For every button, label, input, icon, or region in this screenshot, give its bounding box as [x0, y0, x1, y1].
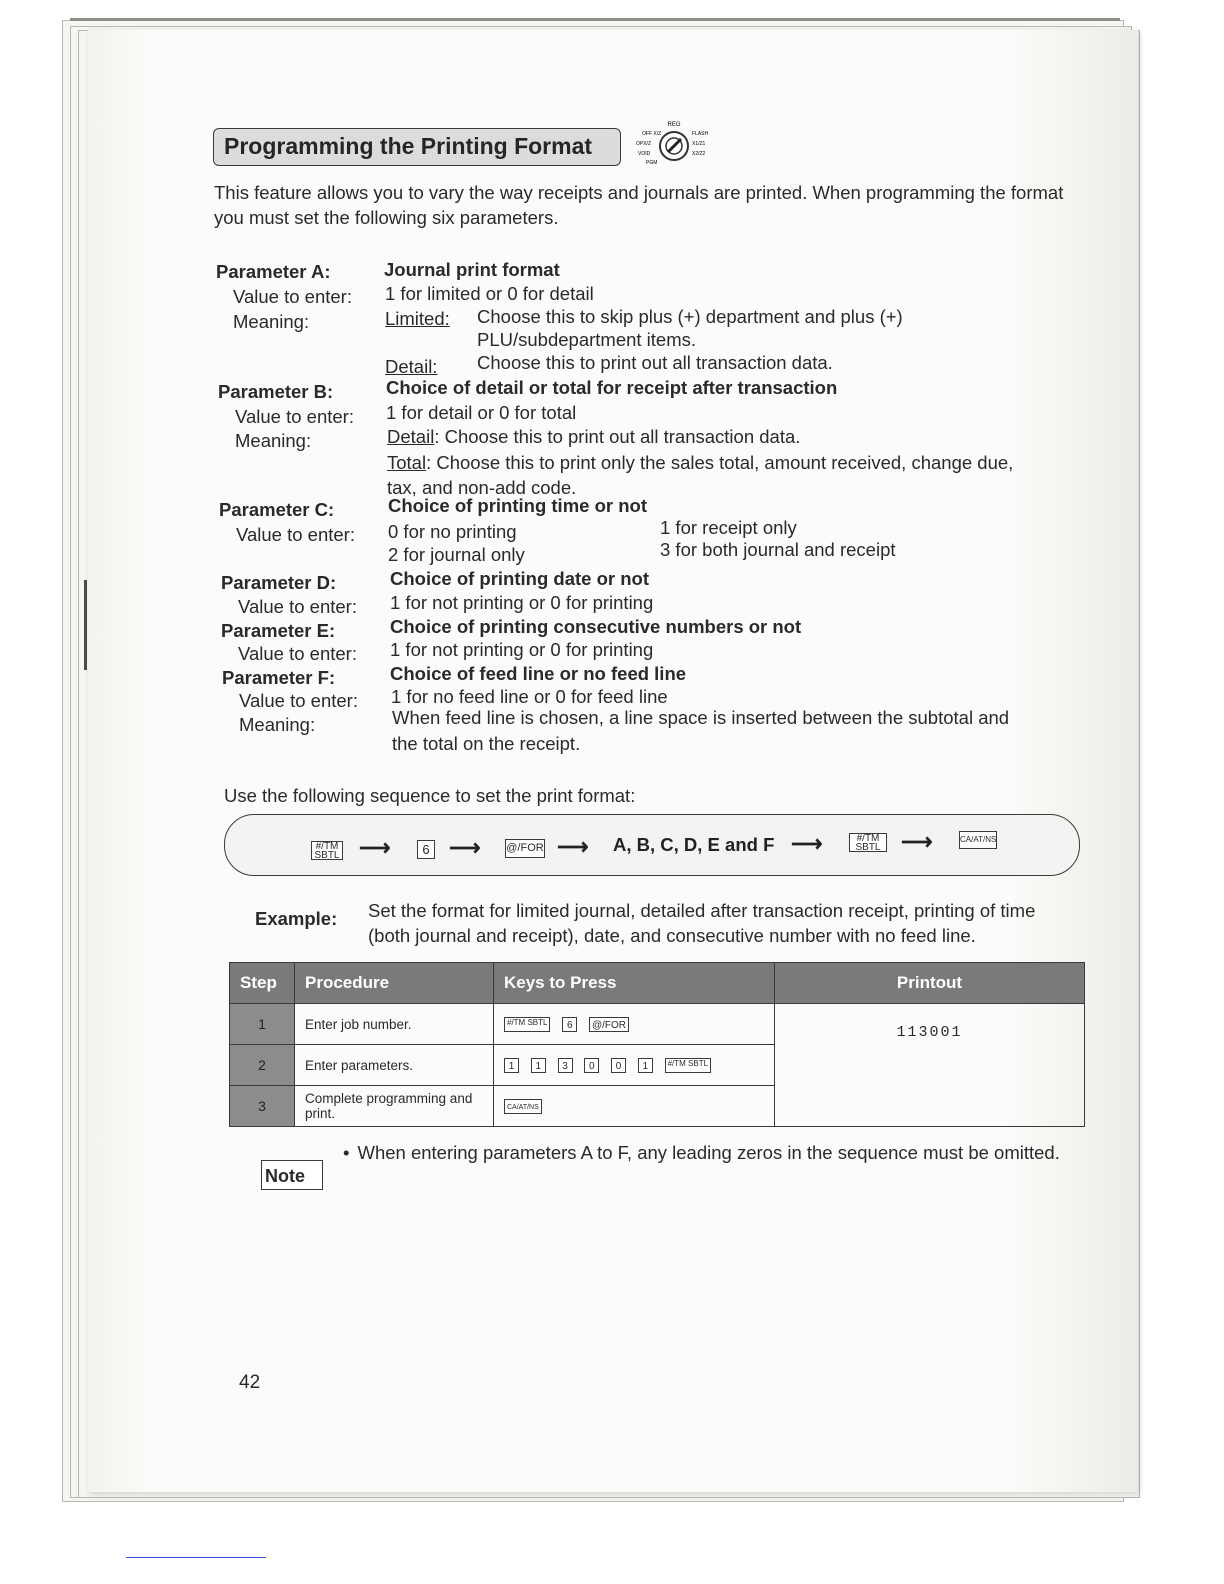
step-number: 3	[230, 1086, 295, 1127]
example-text: Set the format for limited journal, detailed after transaction receipt, printing of time (both journal and receipt), date, and consecutive number with no feed line.	[368, 900, 1036, 946]
key-label: #/TM	[856, 833, 880, 844]
parameter-title: Choice of printing date or not	[390, 568, 649, 589]
example-label: Example:	[255, 908, 338, 929]
mode-switch-icon	[634, 120, 714, 168]
printout-cell: 113001	[775, 1004, 1085, 1127]
column-header: Procedure	[295, 963, 494, 1004]
section-title: Programming the Printing Format	[224, 133, 593, 159]
parameter-sequence-text: A, B, C, D, E and F	[613, 834, 775, 855]
sequence-intro: Use the following sequence to set the print format:	[224, 785, 636, 806]
key-icon: #/TM SBTL	[665, 1058, 711, 1073]
page-number: 42	[239, 1372, 261, 1393]
step-number: 1	[230, 1004, 295, 1045]
column-header: Step	[230, 963, 295, 1004]
subtotal-key	[311, 841, 343, 860]
step-number: 2	[230, 1045, 295, 1086]
cash-key: CA/AT/NS	[959, 831, 997, 849]
key-icon: #/TM SBTL	[504, 1017, 550, 1032]
page-top-edge	[70, 18, 1120, 21]
key-label: #/TM	[315, 841, 339, 852]
dial-label: X1/Z1	[692, 141, 706, 147]
dial-label: REG	[667, 122, 681, 128]
meaning-text: : Choose this to print only the sales total, amount received, change due,	[426, 452, 1014, 473]
key-sequence-bar	[224, 814, 1080, 876]
meaning-text: Choose this to print out all transaction data.	[477, 352, 833, 373]
key-icon: 6	[562, 1017, 577, 1032]
binding-mark	[84, 580, 87, 670]
meaning-text: When feed line is chosen, a line space is inserted between the subtotal and	[392, 707, 1010, 728]
key-icon: 1	[638, 1058, 653, 1073]
meaning-text: PLU/subdepartment items.	[477, 329, 697, 350]
parameter-label: Parameter B:	[218, 381, 334, 402]
parameter-title: Choice of detail or total for receipt after transaction	[386, 377, 838, 398]
meaning-text: : Choose this to print out all transaction data.	[434, 426, 801, 447]
note-text-block	[343, 1140, 1063, 1165]
table-row	[230, 1004, 1085, 1045]
arrow-icon: ⟶	[359, 835, 391, 860]
meaning-term: Total	[387, 452, 427, 473]
arrow-icon: ⟶	[557, 834, 589, 859]
meaning-label: Meaning:	[235, 430, 312, 451]
dial-label: X2/Z2	[692, 151, 706, 157]
meaning-label: Meaning:	[239, 714, 316, 735]
meaning-text: tax, and non-add code.	[387, 477, 577, 498]
dial-label: OPX/Z	[636, 141, 652, 147]
note-text: When entering parameters A to F, any leading zeros in the sequence must be omitted.	[357, 1142, 1060, 1163]
note-icon	[261, 1160, 323, 1190]
key-icon: 0	[584, 1058, 599, 1073]
value-label: Value to enter:	[233, 286, 352, 307]
parameter-label: Parameter E:	[221, 620, 336, 641]
arrow-icon: ⟶	[791, 831, 823, 856]
parameter-label: Parameter F:	[222, 667, 336, 688]
meaning-text: the total on the receipt.	[392, 733, 581, 754]
meaning-text: Choose this to skip plus (+) department and plus (+)	[477, 306, 903, 327]
key-icon: 1	[504, 1058, 519, 1073]
value-option: 0 for no printing	[388, 521, 517, 542]
bullet-icon: •	[343, 1142, 350, 1163]
parameter-label: Parameter A:	[216, 261, 331, 282]
parameter-title: Journal print format	[384, 259, 560, 280]
procedure-cell: Enter parameters.	[295, 1045, 494, 1086]
value-text: 1 for detail or 0 for total	[386, 402, 577, 423]
meaning-label: Meaning:	[233, 311, 310, 332]
key-icon: 3	[558, 1058, 573, 1073]
note-label: Note	[265, 1166, 305, 1186]
dial-label: PGM	[646, 160, 658, 166]
parameter-label: Parameter D:	[221, 572, 337, 593]
meaning-line	[387, 425, 800, 449]
value-option: 2 for journal only	[388, 544, 525, 565]
section-title-box	[213, 128, 621, 166]
parameter-title: Choice of printing time or not	[388, 495, 647, 516]
column-header: Printout	[775, 963, 1085, 1004]
parameter-label: Parameter C:	[219, 499, 335, 520]
procedure-table	[229, 962, 1085, 1127]
value-text: 1 for not printing or 0 for printing	[390, 639, 654, 660]
meaning-term: Limited:	[385, 308, 450, 329]
value-option: 1 for receipt only	[660, 517, 797, 538]
procedure-cell: Complete programming and print.	[295, 1086, 494, 1127]
key-label: SBTL	[855, 842, 881, 853]
parameter-title: Choice of printing consecutive numbers or not	[390, 616, 802, 637]
arrow-icon: ⟶	[449, 835, 481, 860]
key-label: SBTL	[314, 850, 340, 861]
intro-paragraph: This feature allows you to vary the way receipts and journals are printed. When programming the format you must set the following six parameters.	[214, 182, 1064, 228]
dial-label: OFF X/Z	[642, 131, 662, 137]
value-label: Value to enter:	[238, 643, 357, 664]
value-option: 3 for both journal and receipt	[660, 539, 896, 560]
keys-cell	[494, 1045, 775, 1086]
column-header: Keys to Press	[494, 963, 775, 1004]
key-icon: CA/AT/NS	[504, 1099, 542, 1114]
keys-cell	[494, 1086, 775, 1127]
value-text: 1 for not printing or 0 for printing	[390, 592, 654, 613]
manual-page	[88, 30, 1138, 1492]
value-label: Value to enter:	[238, 596, 357, 617]
value-text: 1 for no feed line or 0 for feed line	[391, 686, 668, 707]
meaning-term: Detail:	[385, 356, 438, 377]
digit-key-6: 6	[417, 840, 435, 859]
table-header-row	[230, 963, 1085, 1004]
meaning-term: Detail	[387, 426, 435, 447]
arrow-icon: ⟶	[901, 829, 933, 854]
key-icon: @/FOR	[589, 1017, 629, 1032]
value-label: Value to enter:	[235, 406, 354, 427]
value-text: 1 for limited or 0 for detail	[385, 283, 594, 304]
keys-cell	[494, 1004, 775, 1045]
value-label: Value to enter:	[236, 524, 355, 545]
key-icon: 1	[531, 1058, 546, 1073]
dial-label: FLASH	[692, 131, 709, 137]
key-icon: 0	[611, 1058, 626, 1073]
meaning-line	[387, 451, 1013, 475]
procedure-cell: Enter job number.	[295, 1004, 494, 1045]
bottom-underline	[126, 1557, 266, 1558]
value-label: Value to enter:	[239, 690, 358, 711]
for-key: @/FOR	[505, 839, 545, 858]
dial-label: VOID	[638, 151, 651, 157]
parameter-title: Choice of feed line or no feed line	[390, 663, 687, 684]
subtotal-key	[849, 833, 887, 852]
